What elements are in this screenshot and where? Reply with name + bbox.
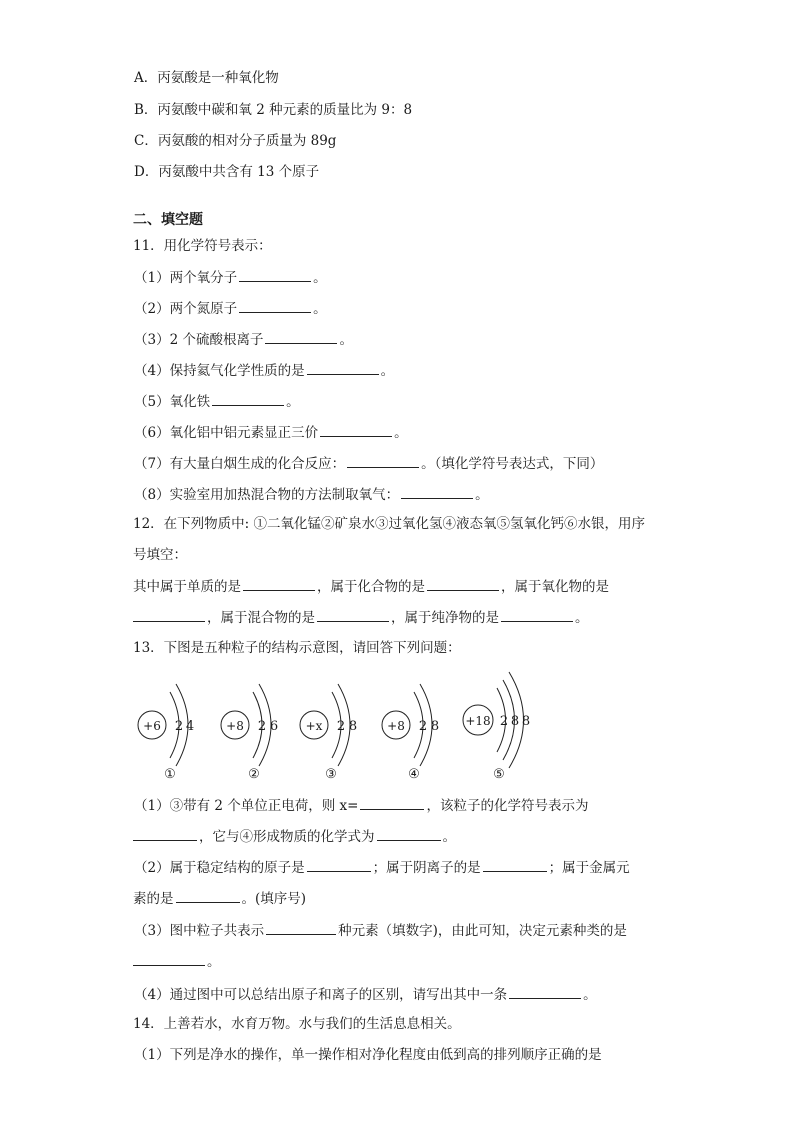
q13-part-1-text-2: ，该粒子的化学符号表示为 [426, 798, 589, 814]
q13-part-2-text-2: ；属于阴离子的是 [372, 860, 481, 876]
q11-part-5 [134, 391, 300, 412]
answer-blank[interactable] [239, 298, 311, 313]
period: 。 [207, 954, 221, 970]
q11-part-6 [134, 422, 408, 443]
answer-blank[interactable] [317, 607, 389, 622]
particle-3 [300, 684, 357, 782]
q11-part-8-text: （8）实验室用加热混合物的方法制取氧气： [134, 487, 400, 503]
answer-blank[interactable] [243, 576, 315, 591]
shell-electrons: 6 [269, 719, 279, 734]
answer-blank[interactable] [509, 984, 581, 999]
answer-blank[interactable] [360, 795, 424, 810]
q13-stem: 13．下图是五种粒子的结构示意图，请回答下列问题： [133, 640, 461, 656]
period: 。 [442, 829, 456, 845]
answer-blank[interactable] [307, 857, 371, 872]
q11-part-2 [134, 298, 327, 319]
q11-part-4-text: （4）保持氦气化学性质的是 [134, 363, 305, 379]
answer-blank[interactable] [347, 453, 419, 468]
nucleus-charge: +8 [226, 719, 244, 733]
q11-stem: 11．用化学符号表示： [133, 238, 272, 254]
period: 。 [583, 987, 597, 1003]
particle-1 [138, 684, 194, 782]
q11-part-8 [134, 484, 489, 505]
particle-label: ④ [408, 767, 420, 782]
answer-blank[interactable] [307, 360, 379, 375]
answer-blank[interactable] [265, 329, 337, 344]
nucleus-charge: +8 [387, 719, 405, 733]
option-c: C．丙氨酸的相对分子质量为 89g [134, 133, 337, 149]
answer-blank[interactable] [266, 920, 336, 935]
shell-electrons: 2 [174, 719, 184, 734]
shell-electrons: 4 [185, 719, 195, 734]
option-d: D．丙氨酸中共含有 13 个原子 [134, 164, 320, 180]
section-title: 二、填空题 [133, 212, 203, 228]
q11-part-5-text: （5）氧化铁 [134, 394, 211, 410]
answer-blank[interactable] [427, 576, 499, 591]
answer-blank[interactable] [483, 857, 547, 872]
particle-label: ② [248, 767, 260, 782]
period: 。 [380, 363, 395, 379]
period: 。 [339, 332, 353, 348]
q12-pure-text: ，属于纯净物的是 [391, 610, 499, 626]
particle-4 [382, 684, 439, 782]
period: 。 [394, 425, 408, 441]
q13-part-1-cont [133, 826, 456, 847]
answer-blank[interactable] [133, 826, 197, 841]
particle-label: ⑤ [493, 767, 505, 782]
answer-blank[interactable] [212, 391, 284, 406]
period: 。 [575, 610, 589, 626]
q11-part-3-text: （3）2 个硫酸根离子 [134, 332, 264, 348]
shell-electrons: 2 [257, 719, 267, 734]
shell-electrons: 8 [348, 719, 358, 734]
particle-label: ③ [325, 767, 337, 782]
period: 。 [313, 301, 327, 317]
q13-part-4 [134, 984, 597, 1005]
answer-blank[interactable] [377, 826, 441, 841]
q13-part-2-note: 。(填序号) [241, 891, 307, 907]
option-a: A．丙氨酸是一种氧化物 [134, 70, 279, 86]
shell-electrons: 2 [336, 719, 346, 734]
q12-elements-text: 其中属于单质的是 [133, 579, 241, 595]
q13-part-2-text: （2）属于稳定结构的原子是 [134, 860, 305, 876]
nucleus-charge: +18 [465, 714, 491, 728]
q13-part-3-text-2: 种元素（填数字)，由此可知，决定元素种类的是 [338, 923, 627, 939]
q12-mixtures-text: ，属于混合物的是 [207, 610, 315, 626]
q11-part-7 [134, 453, 603, 474]
q13-part-2-text-3: ；属于金属元 [548, 860, 630, 876]
q12-compounds-text: ，属于化合物的是 [317, 579, 425, 595]
particle-2 [221, 684, 278, 782]
q12-line-4 [133, 607, 589, 628]
shell-electrons: 8 [510, 714, 520, 729]
q12-line-3 [133, 576, 609, 597]
q13-part-3-text: （3）图中粒子共表示 [134, 923, 265, 939]
answer-blank[interactable] [320, 422, 392, 437]
answer-blank[interactable] [501, 607, 573, 622]
q11-part-1-text: （1）两个氧分子 [134, 270, 238, 286]
shell-electrons: 2 [418, 719, 428, 734]
atomic-structure-diagram [130, 670, 550, 785]
answer-blank[interactable] [133, 951, 205, 966]
shell-electrons: 8 [430, 719, 440, 734]
q13-part-3-cont [133, 951, 221, 972]
q13-part-2-text-4: 素的是 [133, 891, 174, 907]
shell-electrons: 8 [521, 714, 531, 729]
q11-part-4 [134, 360, 394, 381]
particle-5 [463, 672, 530, 782]
nucleus-charge: +6 [143, 719, 161, 733]
q13-part-3 [134, 920, 627, 941]
q13-part-2-cont [133, 888, 306, 909]
q11-part-3 [134, 329, 353, 350]
period: 。 [286, 394, 300, 410]
q12-oxides-text: ，属于氧化物的是 [501, 579, 609, 595]
option-b: B．丙氨酸中碳和氧 2 种元素的质量比为 9：8 [134, 102, 413, 118]
q12-stem-line-2: 号填空： [133, 547, 187, 563]
q13-part-2 [134, 857, 630, 878]
q11-part-7-text: （7）有大量白烟生成的化合反应： [134, 456, 346, 472]
q13-part-1-text: （1）③带有 2 个单位正电荷，则 x= [134, 798, 359, 814]
particle-label: ① [164, 767, 176, 782]
answer-blank[interactable] [133, 607, 205, 622]
q11-part-6-text: （6）氧化铝中铝元素显正三价 [134, 425, 319, 441]
q13-part-1-text-3: ，它与④形成物质的化学式为 [199, 829, 375, 845]
q11-part-7-note: 。（填化学符号表达式，下同） [421, 456, 604, 472]
q13-part-1 [134, 795, 588, 816]
answer-blank[interactable] [239, 267, 311, 282]
q14-stem: 14．上善若水，水育万物。水与我们的生活息息相关。 [133, 1016, 461, 1032]
q11-part-1 [134, 267, 327, 288]
period: 。 [313, 270, 327, 286]
answer-blank[interactable] [401, 484, 473, 499]
shell-electrons: 2 [499, 714, 509, 729]
q11-part-2-text: （2）两个氮原子 [134, 301, 238, 317]
q13-part-4-text: （4）通过图中可以总结出原子和离子的区别，请写出其中一条 [134, 987, 508, 1003]
q12-stem-line-1: 12．在下列物质中: ①二氧化锰②矿泉水③过氧化氢④液态氧⑤氢氧化钙⑥水银，用序 [133, 516, 646, 532]
period: 。 [475, 487, 489, 503]
q14-part-1: （1）下列是净水的操作，单一操作相对净化程度由低到高的排列顺序正确的是 [134, 1047, 602, 1063]
answer-blank[interactable] [176, 888, 240, 903]
nucleus-charge: +x [305, 719, 323, 733]
